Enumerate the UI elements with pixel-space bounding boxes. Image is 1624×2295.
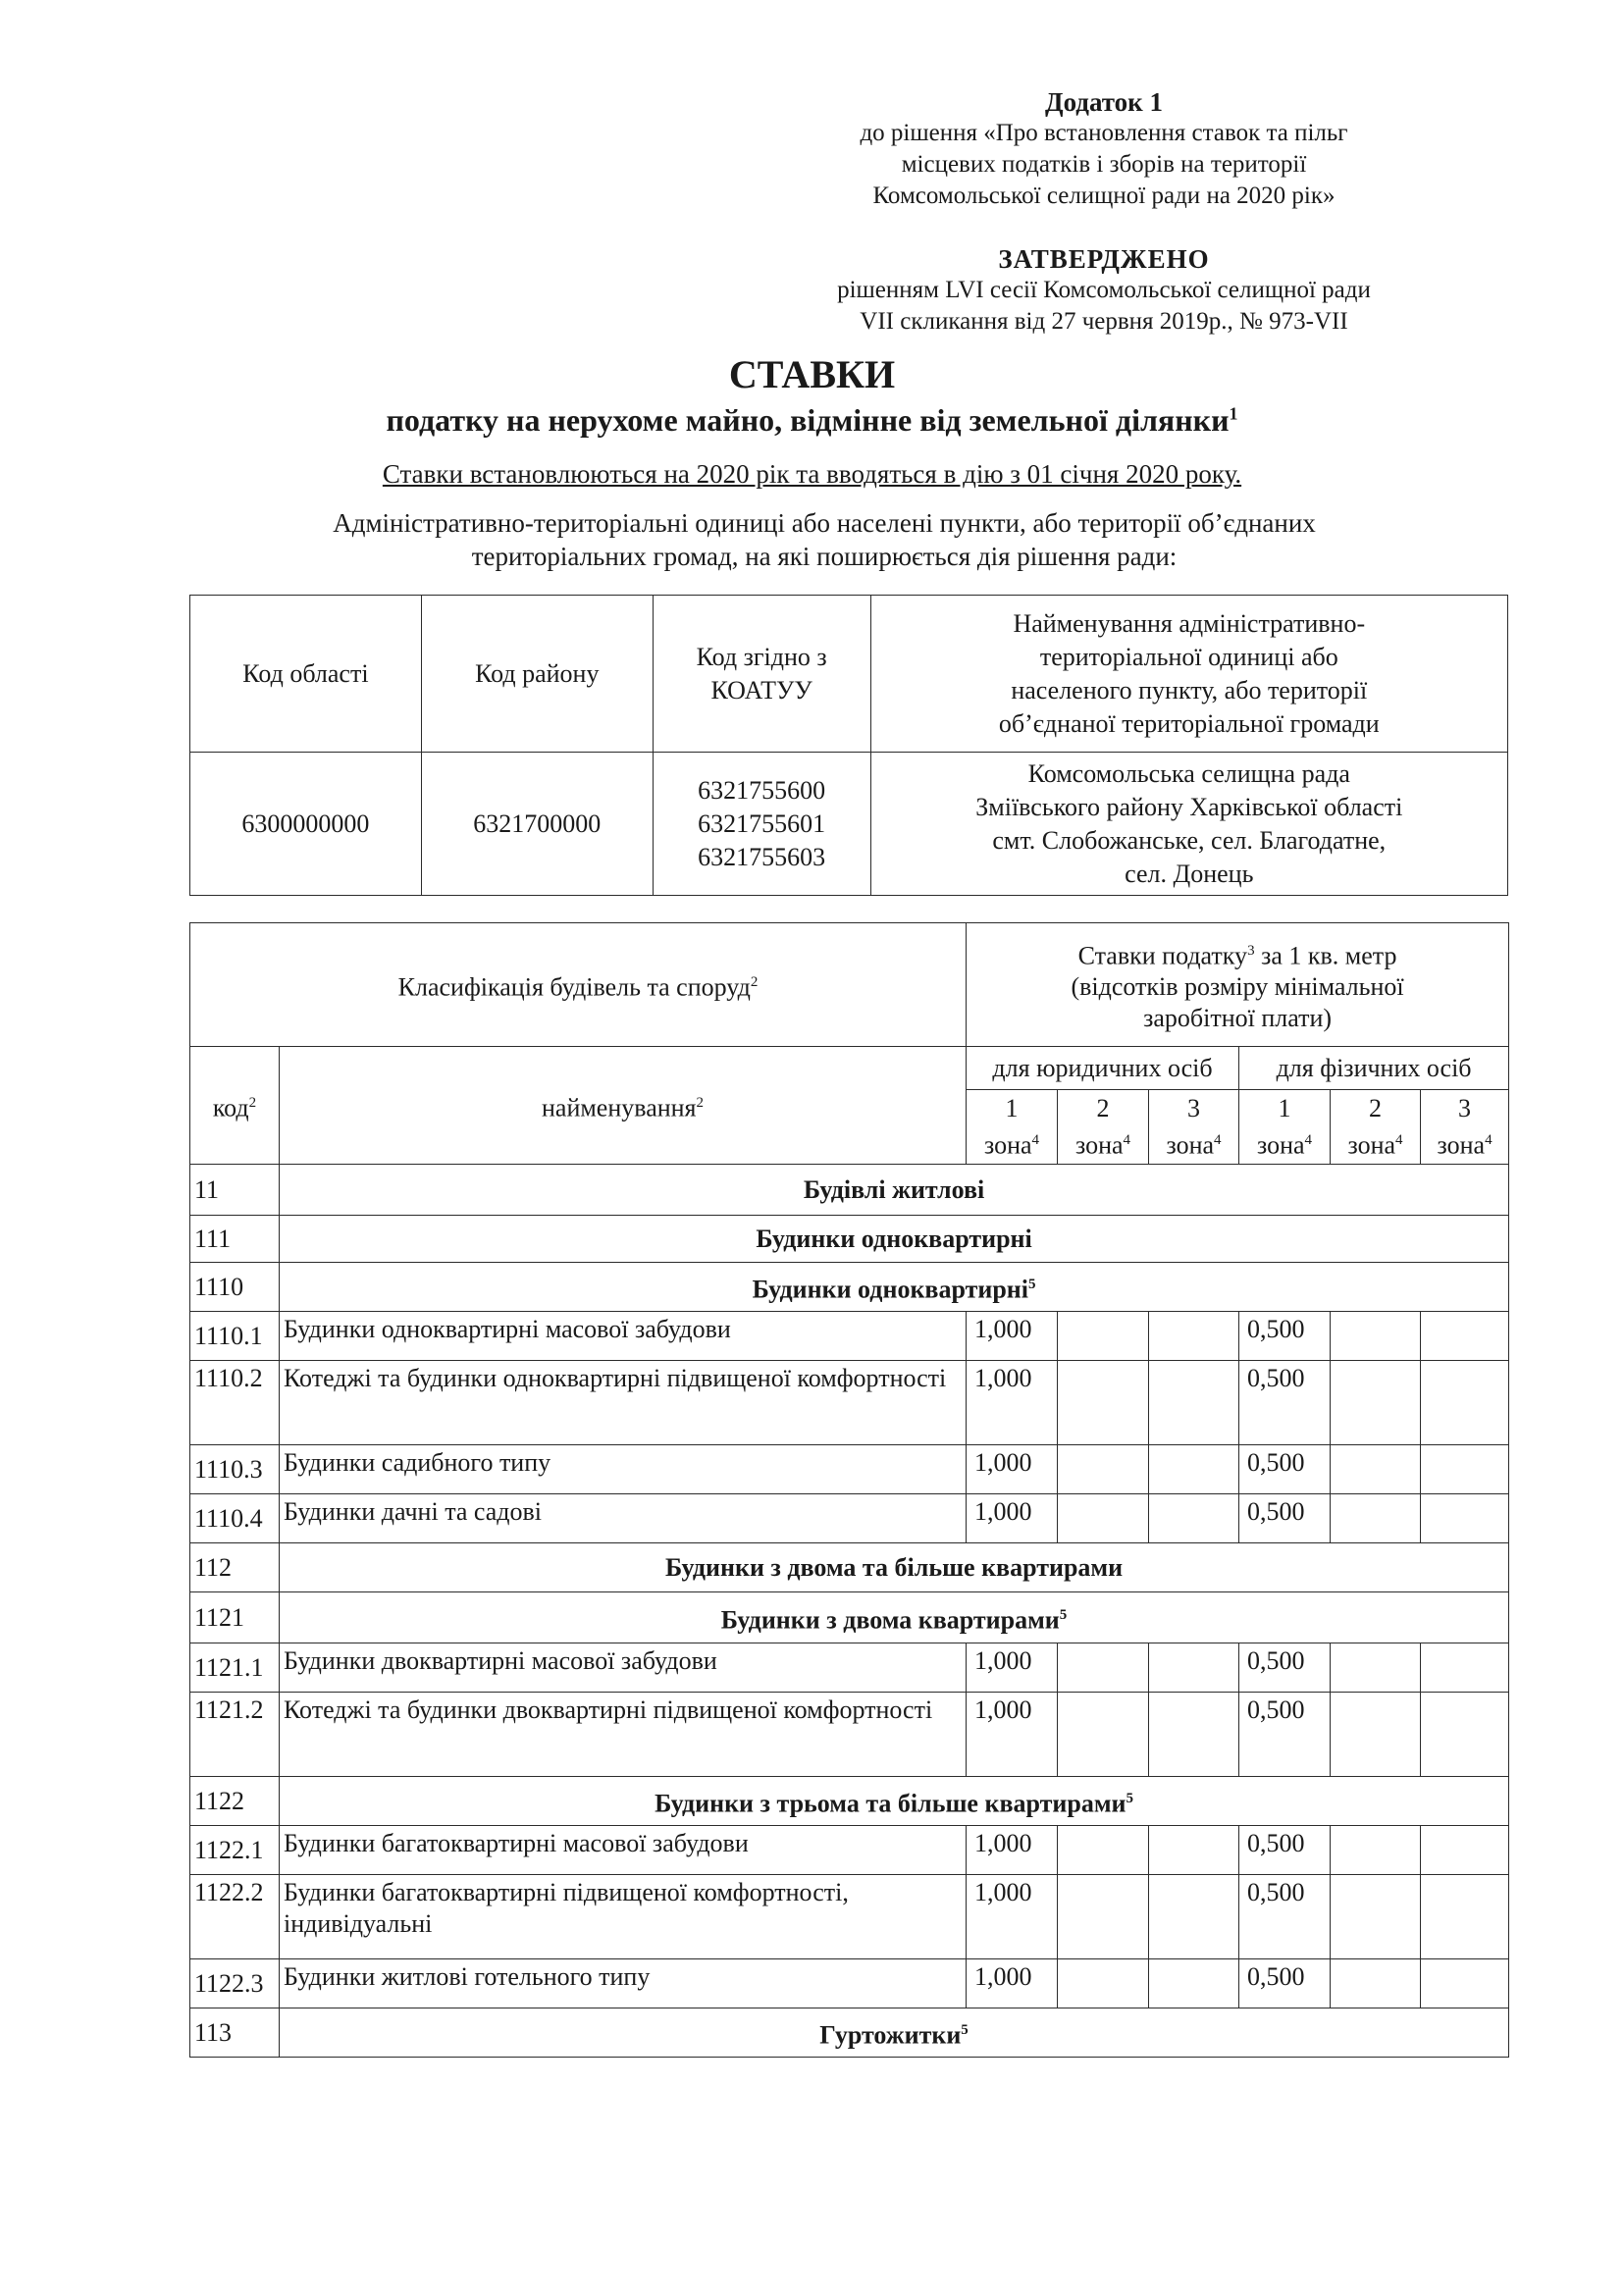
group-title [280, 1543, 1509, 1592]
rate-legal-zone1: 1,000 [967, 1643, 1058, 1693]
group-row [190, 1216, 1509, 1263]
zone-header [1149, 1090, 1239, 1165]
rate-natural-zone2 [1331, 1445, 1421, 1494]
zone-number: 2 [1369, 1093, 1383, 1122]
row-name: Будинки житлові готельного типу [280, 1959, 967, 2008]
footnote-mark: 5 [1126, 1790, 1134, 1806]
table-row [190, 1312, 1509, 1361]
table-row [190, 1494, 1509, 1543]
group-row [190, 1165, 1509, 1216]
zone-number: 1 [1005, 1093, 1019, 1122]
row-name: Будинки одноквартирні масової забудови [280, 1312, 967, 1361]
rates-header-line: заробітної плати) [1143, 1004, 1333, 1033]
rate-natural-zone2 [1331, 1693, 1421, 1777]
name-header [280, 1047, 967, 1165]
group-code: 1110 [190, 1263, 280, 1312]
group-title [280, 1216, 1509, 1263]
rates-header-text: за 1 кв. метр [1254, 941, 1397, 970]
admin-units-table [189, 595, 1508, 896]
rate-natural-zone3 [1421, 1693, 1509, 1777]
unit-name-line: Комсомольська селищна рада [1027, 758, 1350, 788]
row-name: Будинки садибного типу [280, 1445, 967, 1494]
rates-header-line: (відсотків розміру мінімальної [1071, 972, 1404, 1002]
intro-line: Адміністративно-територіальні одиниці або населені пункти, або території об’єднаних [333, 508, 1316, 538]
row-code: 1110.1 [190, 1312, 280, 1361]
footnote-mark: 1 [1229, 403, 1238, 424]
intro-line: територіальних громад, на які поширюється дія рішення ради: [471, 542, 1178, 571]
effective-date-line [0, 459, 1624, 490]
document-title: СТАВКИ [728, 352, 896, 396]
rate-legal-zone2 [1058, 1312, 1149, 1361]
zone-header [1239, 1090, 1331, 1165]
annex-line: до рішення «Про встановлення ставок та пільг [860, 120, 1348, 146]
koatuu-code: 6321755600 [698, 775, 826, 805]
classification-header [190, 923, 967, 1047]
rate-natural-zone1: 0,500 [1239, 1643, 1331, 1693]
rates-header-line [970, 935, 1504, 972]
group-title-text: Будинки одноквартирні [752, 1275, 1028, 1304]
header-region-code: Код області [190, 596, 422, 753]
header-name-line: об’єднаної територіальної громади [998, 708, 1380, 738]
footnote-mark: 5 [1028, 1276, 1036, 1292]
footnote-mark: 2 [696, 1094, 705, 1111]
rates-header [967, 923, 1509, 1047]
annex-line: Комсомольської селищної ради на 2020 рік» [872, 183, 1336, 209]
rate-natural-zone1: 0,500 [1239, 1445, 1331, 1494]
zone-header [1331, 1090, 1421, 1165]
header-koatuu [653, 596, 870, 753]
rate-natural-zone2 [1331, 1312, 1421, 1361]
rate-legal-zone1: 1,000 [967, 1494, 1058, 1543]
group-code: 113 [190, 2008, 280, 2058]
rate-legal-zone2 [1058, 1494, 1149, 1543]
group-title [280, 1592, 1509, 1643]
rate-legal-zone2 [1058, 1361, 1149, 1445]
rate-legal-zone3 [1149, 1826, 1239, 1875]
group-code: 1122 [190, 1777, 280, 1826]
approval-block [731, 243, 1477, 338]
group-title [280, 1165, 1509, 1216]
unit-name [870, 753, 1507, 896]
unit-name-line: Зміївського району Харківської області [975, 792, 1403, 821]
unit-name-line: смт. Слобожанське, сел. Благодатне, [992, 825, 1387, 855]
header-name-line: територіальної одиниці або [1039, 642, 1338, 671]
rate-legal-zone3 [1149, 1361, 1239, 1445]
zone-word: зона [983, 1130, 1032, 1160]
group-row [190, 1543, 1509, 1592]
tax-rates-table [189, 922, 1509, 2058]
row-code: 1122.1 [190, 1826, 280, 1875]
zone-header [1421, 1090, 1509, 1165]
rate-legal-zone1: 1,000 [967, 1693, 1058, 1777]
rate-legal-zone3 [1149, 1643, 1239, 1693]
row-name: Будинки двоквартирні масової забудови [280, 1643, 967, 1693]
table-row [190, 1643, 1509, 1693]
zone-number: 2 [1096, 1093, 1110, 1122]
district-code: 6321700000 [421, 753, 653, 896]
rate-legal-zone3 [1149, 1445, 1239, 1494]
group-row [190, 2008, 1509, 2058]
group-title [280, 1263, 1509, 1312]
rate-natural-zone3 [1421, 1312, 1509, 1361]
rate-natural-zone2 [1331, 1959, 1421, 2008]
region-code: 6300000000 [190, 753, 422, 896]
table-header-row [190, 923, 1509, 1047]
koatuu-code: 6321755601 [698, 808, 826, 838]
rate-natural-zone2 [1331, 1643, 1421, 1693]
table-row [190, 1959, 1509, 2008]
rate-natural-zone2 [1331, 1494, 1421, 1543]
table-row [190, 1875, 1509, 1959]
rate-legal-zone1: 1,000 [967, 1959, 1058, 2008]
group-code: 11 [190, 1165, 280, 1216]
zone-word: зона [1166, 1130, 1215, 1160]
rate-natural-zone1: 0,500 [1239, 1875, 1331, 1959]
rate-legal-zone2 [1058, 1445, 1149, 1494]
rate-legal-zone2 [1058, 1643, 1149, 1693]
header-koatuu-line: КОАТУУ [710, 675, 812, 704]
rate-legal-zone1: 1,000 [967, 1312, 1058, 1361]
footnote-mark: 4 [1304, 1131, 1313, 1148]
row-name: Котеджі та будинки одноквартирні підвищеної комфортності [280, 1361, 967, 1445]
rate-legal-zone2 [1058, 1693, 1149, 1777]
rate-natural-zone3 [1421, 1643, 1509, 1693]
group-row [190, 1592, 1509, 1643]
zone-word: зона [1256, 1130, 1305, 1160]
rate-legal-zone2 [1058, 1959, 1149, 2008]
koatuu-codes [653, 753, 870, 896]
rate-natural-zone2 [1331, 1875, 1421, 1959]
zone-word: зона [1347, 1130, 1396, 1160]
group-title [280, 1777, 1509, 1826]
row-code: 1122.3 [190, 1959, 280, 2008]
zone-number: 1 [1278, 1093, 1291, 1122]
rate-natural-zone1: 0,500 [1239, 1361, 1331, 1445]
unit-name-line: сел. Донець [1125, 859, 1254, 888]
rate-natural-zone1: 0,500 [1239, 1959, 1331, 2008]
rate-natural-zone2 [1331, 1361, 1421, 1445]
footnote-mark: 4 [1485, 1131, 1493, 1148]
table-row [190, 753, 1508, 896]
rates-header-text: Ставки податку [1077, 941, 1248, 970]
rate-legal-zone3 [1149, 1959, 1239, 2008]
group-row [190, 1777, 1509, 1826]
rate-natural-zone3 [1421, 1361, 1509, 1445]
rate-legal-zone3 [1149, 1494, 1239, 1543]
code-header [190, 1047, 280, 1165]
rate-legal-zone2 [1058, 1826, 1149, 1875]
table-row [190, 1693, 1509, 1777]
group-title-text: Будинки з двома та більше квартирами [664, 1552, 1124, 1582]
rate-natural-zone1: 0,500 [1239, 1312, 1331, 1361]
table-header-row [190, 596, 1508, 753]
header-district-code: Код району [421, 596, 653, 753]
rate-natural-zone3 [1421, 1826, 1509, 1875]
row-name: Будинки дачні та садові [280, 1494, 967, 1543]
group-title-text: Будинки з двома квартирами [720, 1605, 1060, 1635]
footnote-mark: 3 [1247, 942, 1255, 959]
header-name-line: Найменування адміністративно- [1013, 608, 1366, 638]
zone-header [1058, 1090, 1149, 1165]
rate-legal-zone1: 1,000 [967, 1875, 1058, 1959]
rate-natural-zone1: 0,500 [1239, 1494, 1331, 1543]
rate-legal-zone3 [1149, 1875, 1239, 1959]
table-row [190, 1445, 1509, 1494]
effective-date-text: Ставки встановлюються на 2020 рік та вводяться в дію з 01 січня 2020 року. [382, 459, 1242, 489]
annex-title: Додаток 1 [1045, 87, 1163, 117]
group-title [280, 2008, 1509, 2058]
table-row [190, 1826, 1509, 1875]
table-row [190, 1361, 1509, 1445]
rate-legal-zone3 [1149, 1693, 1239, 1777]
row-name: Будинки багатоквартирні масової забудови [280, 1826, 967, 1875]
approval-title: ЗАТВЕРДЖЕНО [998, 244, 1210, 274]
rate-natural-zone3 [1421, 1959, 1509, 2008]
group-code: 112 [190, 1543, 280, 1592]
header-name-line: населеного пункту, або території [1011, 675, 1368, 704]
row-code: 1110.3 [190, 1445, 280, 1494]
rate-natural-zone3 [1421, 1494, 1509, 1543]
rate-natural-zone3 [1421, 1875, 1509, 1959]
group-title-text: Будинки одноквартирні [756, 1224, 1032, 1253]
zone-word: зона [1437, 1130, 1486, 1160]
header-unit-name [870, 596, 1507, 753]
group-title-text: Гуртожитки [819, 2020, 962, 2050]
annex-block [731, 86, 1477, 212]
footnote-mark: 5 [1059, 1606, 1068, 1623]
group-title-text: Будівлі житлові [803, 1174, 985, 1204]
zone-number: 3 [1458, 1093, 1472, 1122]
footnote-mark: 2 [750, 973, 759, 990]
group-row [190, 1263, 1509, 1312]
legal-entities-header: для юридичних осіб [967, 1047, 1239, 1090]
classification-header-text: Класифікація будівель та споруд [397, 972, 751, 1002]
row-code: 1122.2 [190, 1875, 280, 1959]
rate-legal-zone2 [1058, 1875, 1149, 1959]
footnote-mark: 4 [1395, 1131, 1403, 1148]
footnote-mark: 5 [961, 2021, 969, 2038]
zone-word: зона [1074, 1130, 1124, 1160]
rate-natural-zone1: 0,500 [1239, 1826, 1331, 1875]
row-name: Будинки багатоквартирні підвищеної комфортності, індивідуальні [280, 1875, 967, 1959]
footnote-mark: 4 [1214, 1131, 1222, 1148]
rate-legal-zone1: 1,000 [967, 1445, 1058, 1494]
intro-text [236, 506, 1413, 573]
natural-persons-header: для фізичних осіб [1239, 1047, 1509, 1090]
approval-line: VII скликання від 27 червня 2019р., № 973-VII [860, 308, 1348, 335]
rate-natural-zone2 [1331, 1826, 1421, 1875]
row-code: 1110.4 [190, 1494, 280, 1543]
group-title-text: Будинки з трьома та більше квартирами [655, 1789, 1126, 1818]
code-header-text: код [212, 1093, 249, 1122]
zone-header [967, 1090, 1058, 1165]
rate-natural-zone3 [1421, 1445, 1509, 1494]
rate-legal-zone3 [1149, 1312, 1239, 1361]
rate-natural-zone1: 0,500 [1239, 1693, 1331, 1777]
footnote-mark: 2 [248, 1094, 257, 1111]
rate-legal-zone1: 1,000 [967, 1826, 1058, 1875]
group-code: 1121 [190, 1592, 280, 1643]
row-code: 1121.2 [190, 1693, 280, 1777]
annex-line: місцевих податків і зборів на території [901, 151, 1307, 178]
row-code: 1110.2 [190, 1361, 280, 1445]
row-name: Котеджі та будинки двоквартирні підвищеної комфортності [280, 1693, 967, 1777]
document-subtitle [0, 402, 1624, 439]
name-header-text: найменування [541, 1093, 697, 1122]
footnote-mark: 4 [1031, 1131, 1040, 1148]
row-code: 1121.1 [190, 1643, 280, 1693]
approval-line: рішенням LVI сесії Комсомольської селищної ради [837, 277, 1371, 303]
group-code: 111 [190, 1216, 280, 1263]
footnote-mark: 4 [1123, 1131, 1131, 1148]
table-header-row [190, 1047, 1509, 1090]
subtitle-text: податку на нерухоме майно, відмінне від земельної ділянки [386, 402, 1230, 438]
header-koatuu-line: Код згідно з [696, 642, 827, 671]
rate-legal-zone1: 1,000 [967, 1361, 1058, 1445]
zone-number: 3 [1187, 1093, 1201, 1122]
koatuu-code: 6321755603 [698, 842, 826, 871]
